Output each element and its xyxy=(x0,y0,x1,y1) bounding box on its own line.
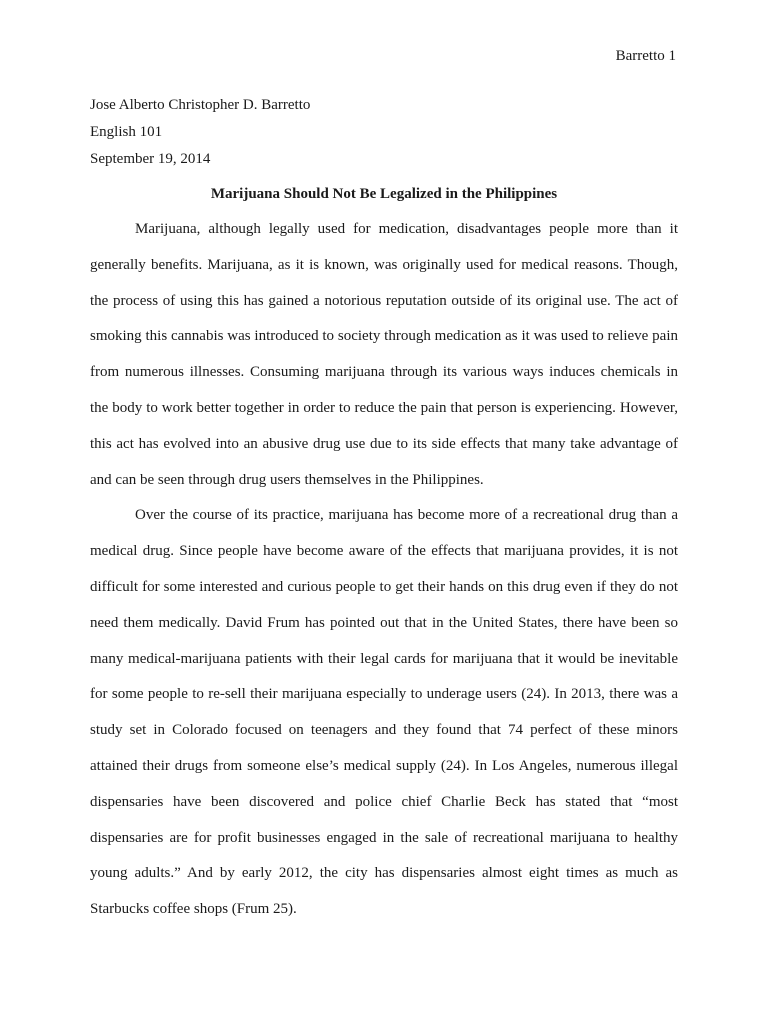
document-date: September 19, 2014 xyxy=(90,151,211,167)
paragraph-2: Over the course of its practice, marijuana has become more of a recreational drug than a medical drug. Since people have become aware of the effects that marijuana provides, it is not difficult for some interested and curious people to get their hands on this drug even if they do not need them medically. David Frum has pointed out that in the United States, there have been so many medical-marijuana patients with their legal cards for marijuana that it would be inevitable for some people to re-sell their marijuana especially to underage users (24). In 2013, there was a study set in Colorado focused on teenagers and they found that 74 perfect of these minors attained their drugs from someone else’s medical supply (24). In Los Angeles, numerous illegal dispensaries have been discovered and police chief Charlie Beck has stated that “most dispensaries are for profit businesses engaged in the sale of recreational marijuana to healthy young adults.” And by early 2012, the city has dispensaries almost eight times as much as Starbucks coffee shops (Frum 25). xyxy=(90,507,678,918)
essay-title: Marijuana Should Not Be Legalized in the Philippines xyxy=(210,186,558,202)
author-name: Jose Alberto Christopher D. Barretto xyxy=(90,97,311,113)
paragraph-1: Marijuana, although legally used for medication, disadvantages people more than it generally benefits. Marijuana, as it is known, was originally used for medical reasons. Though, the process of using this has gained a notorious reputation outside of its original use. The act of smoking this cannabis was introduced to society through medication as it was used to relieve pain from numerous illnesses. Consuming marijuana through its various ways induces chemicals in the body to work better together in order to reduce the pain that person is experiencing. However, this act has evolved into an abusive drug use due to its side effects that many take advantage of and can be seen through drug users themselves in the Philippines. xyxy=(90,221,678,488)
course-name: English 101 xyxy=(90,124,163,140)
running-head: Barretto 1 xyxy=(615,48,676,64)
document-body xyxy=(90,92,678,928)
